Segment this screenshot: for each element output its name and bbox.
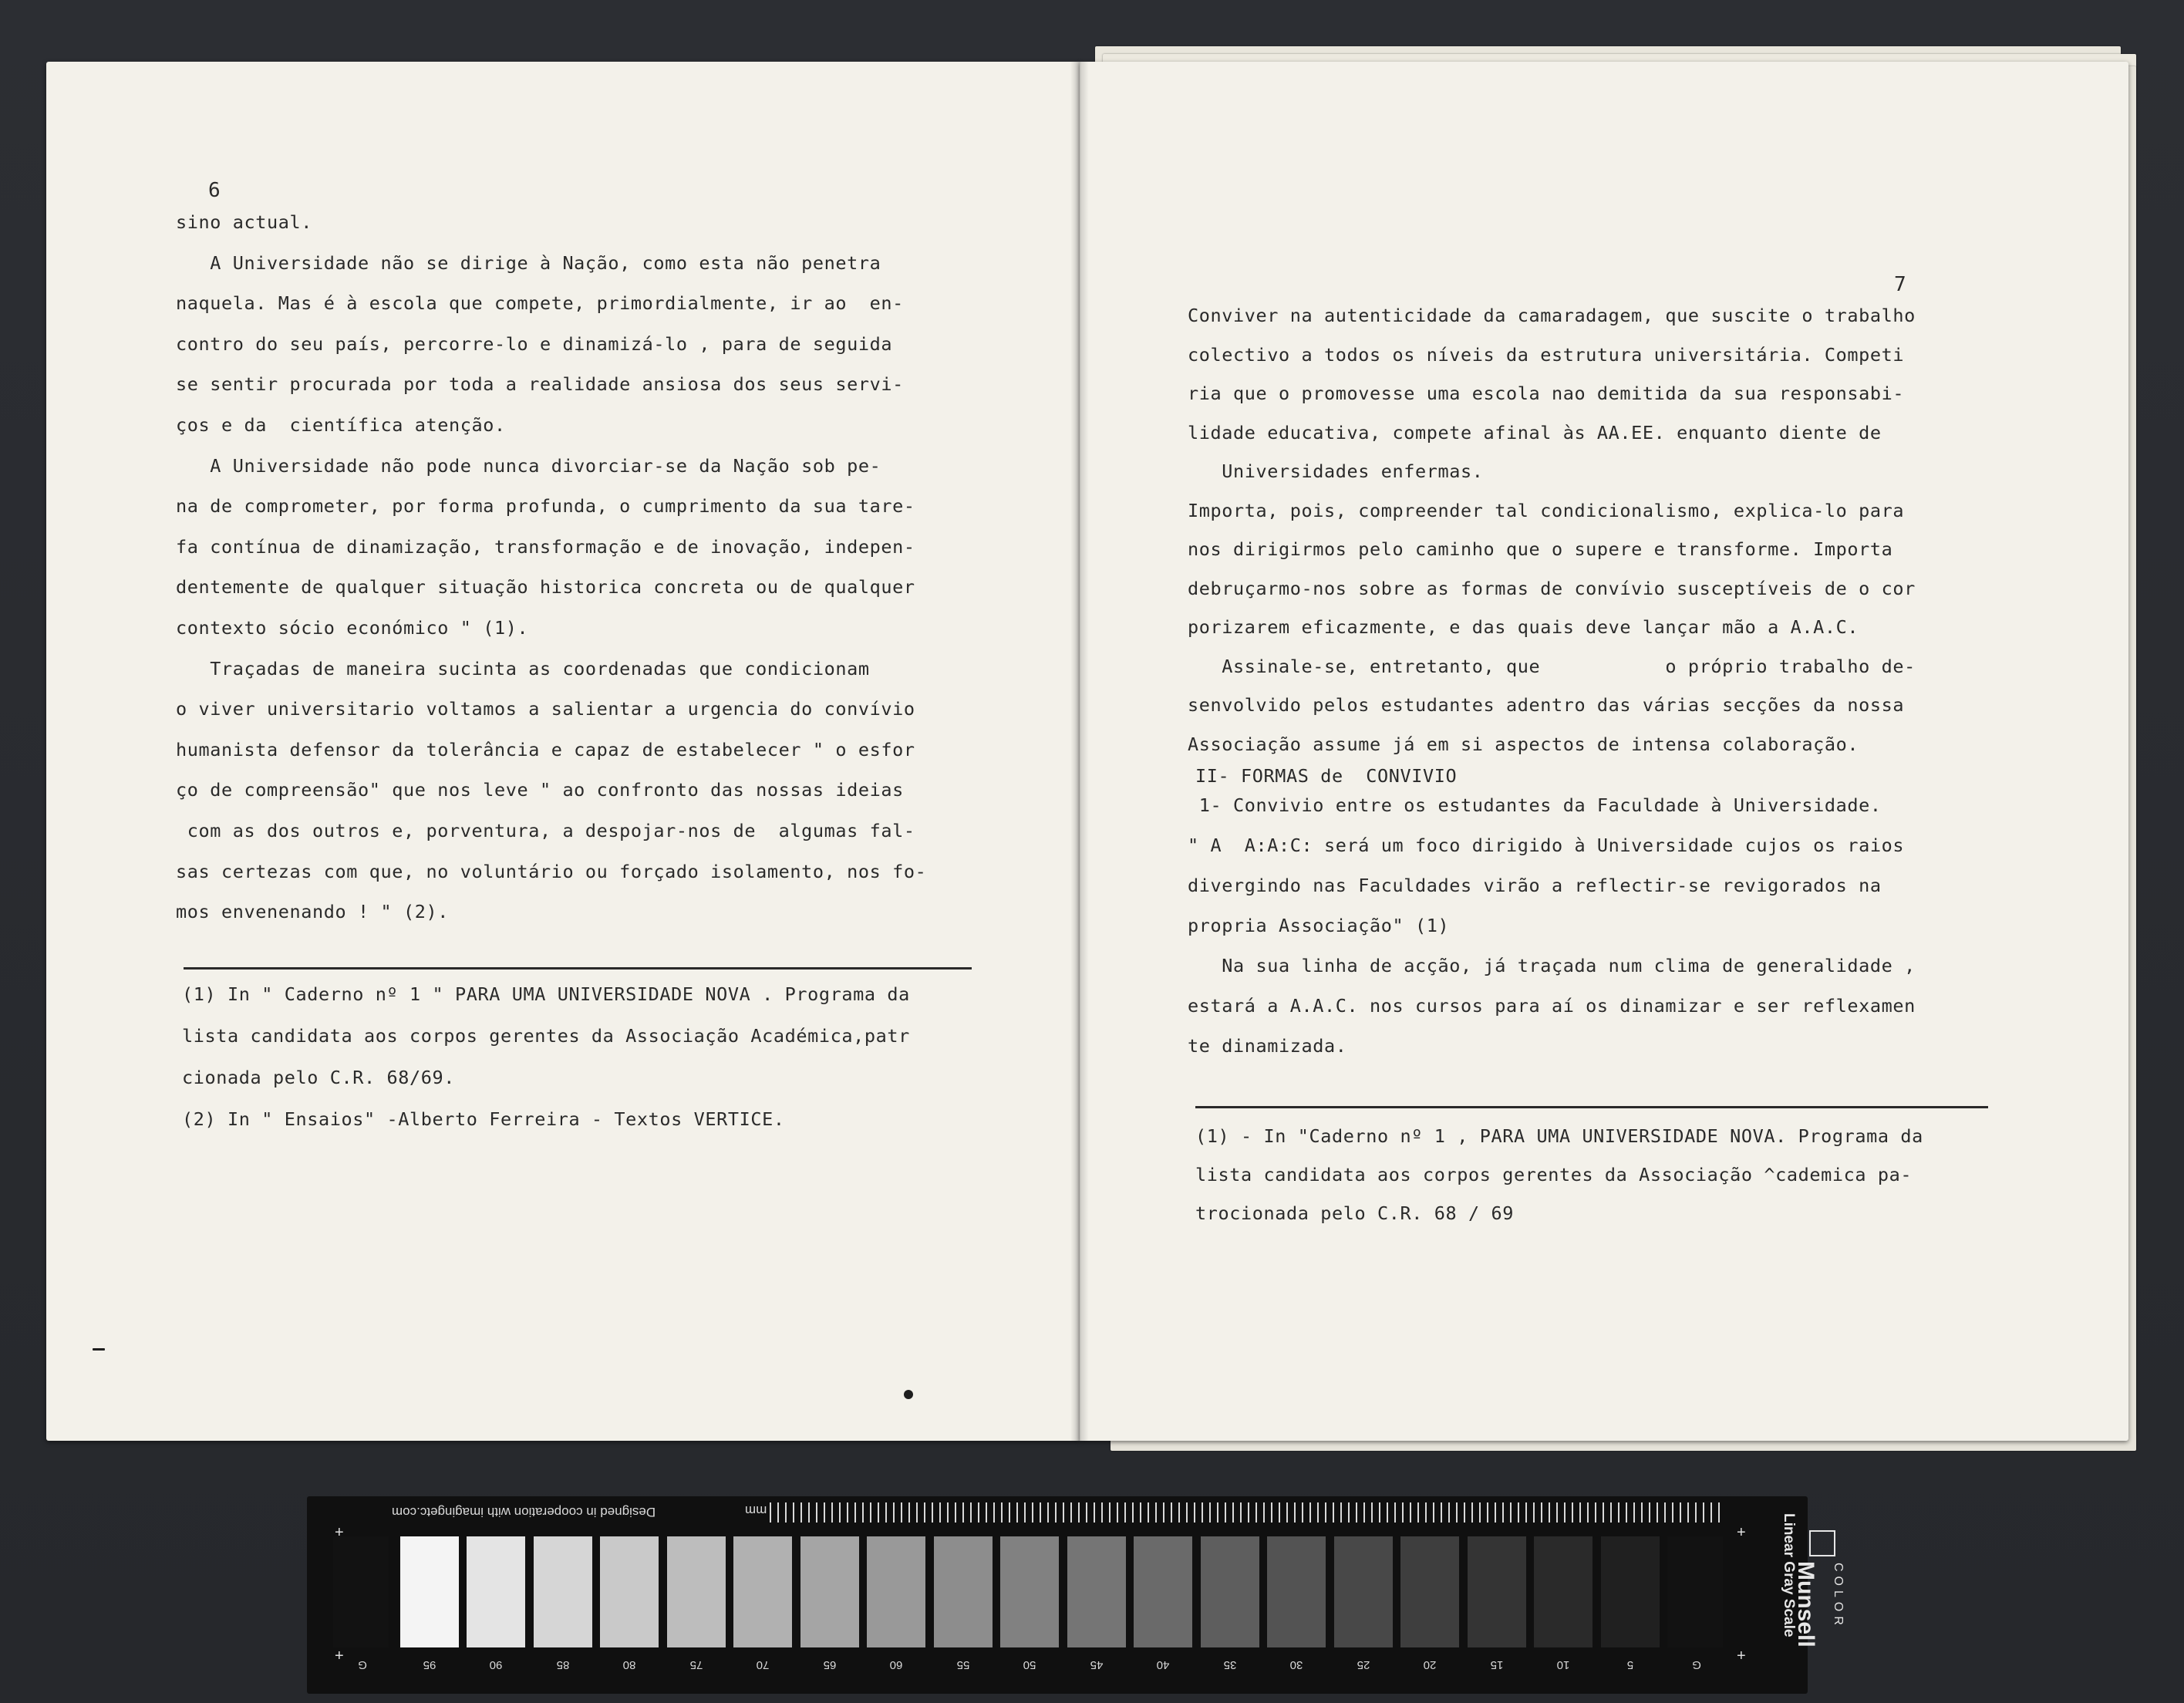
swatch-label: 40 — [1156, 1658, 1170, 1671]
text-line: o viver universitario voltamos a salientar a urgencia do convívio — [176, 698, 915, 720]
swatch-label: 65 — [823, 1658, 836, 1671]
registration-mark: + — [1737, 1524, 1746, 1541]
footnote-line: lista candidata aos corpos gerentes da Associação Académica,patr — [182, 1025, 910, 1047]
text-line: sino actual. — [176, 211, 312, 233]
text-line: Assinale-se, entretanto, que o próprio trabalho de- — [1188, 655, 1916, 677]
gray-swatch — [1067, 1536, 1126, 1647]
text-line: se sentir procurada por toda a realidade ansiosa dos seus servi- — [176, 373, 904, 396]
gray-swatch — [733, 1536, 792, 1647]
left-footnote-rule — [184, 967, 972, 970]
text-line: porizarem eficazmente, e das quais deve lançar mão a A.A.C. — [1188, 616, 1859, 638]
text-line: Traçadas de maneira sucinta as coordenadas que condicionam — [176, 657, 870, 680]
gray-swatch — [1667, 1536, 1723, 1647]
swatch-label: 90 — [489, 1658, 503, 1671]
swatch-label: G — [358, 1658, 367, 1671]
right-page-number: 7 — [1894, 273, 1906, 296]
text-line: mos envenenando ! " (2). — [176, 901, 449, 923]
footnote-line: (1) - In "Caderno nº 1 , PARA UMA UNIVERSIDADE NOVA. Programa da — [1195, 1125, 1923, 1147]
text-line: ços e da científica atenção. — [176, 414, 506, 436]
gray-swatch — [1267, 1536, 1326, 1647]
swatch-label: 20 — [1423, 1658, 1437, 1671]
text-line: contro do seu país, percorre-lo e dinamizá-lo , para de seguida — [176, 332, 893, 355]
section-heading: II- FORMAS de CONVIVIO — [1195, 765, 1458, 787]
gray-swatch — [1334, 1536, 1393, 1647]
swatch-label: 5 — [1626, 1658, 1633, 1671]
swatch-label: 75 — [689, 1658, 703, 1671]
text-line: debruçarmo-nos sobre as formas de convívio susceptíveis de o cor — [1188, 577, 1916, 599]
text-line: A Universidade não pode nunca divorciar-se da Nação sob pe- — [176, 454, 881, 477]
registration-mark: + — [335, 1524, 344, 1541]
text-line: com as dos outros e, porventura, a despojar-nos de algumas fal- — [176, 820, 915, 841]
munsell-gray-scale-card — [307, 1496, 1808, 1694]
ink-speck — [93, 1348, 105, 1351]
swatch-label: 60 — [889, 1658, 903, 1671]
text-line: 1- Convivio entre os estudantes da Faculdade à Universidade. — [1188, 794, 1882, 816]
gray-swatch — [333, 1536, 389, 1647]
footnote-line: (2) In " Ensaios" -Alberto Ferreira - Textos VERTICE. — [182, 1108, 785, 1130]
text-line: sas certezas com que, no voluntário ou forçado isolamento, nos fo- — [176, 860, 927, 882]
swatch-label: 85 — [556, 1658, 569, 1671]
ruler-unit-label: mm — [745, 1503, 767, 1518]
swatch-label: 25 — [1357, 1658, 1370, 1671]
gray-swatch — [1601, 1536, 1660, 1647]
munsell-logo-icon — [1809, 1530, 1835, 1556]
gray-swatch — [800, 1536, 859, 1647]
gray-swatch — [867, 1536, 925, 1647]
footnote-line: trocionada pelo C.R. 68 / 69 — [1195, 1202, 1514, 1224]
gray-swatch — [467, 1536, 525, 1647]
swatch-label: 80 — [622, 1658, 636, 1671]
mm-ruler — [770, 1502, 1726, 1523]
swatch-label: 70 — [756, 1658, 770, 1671]
swatch-label: 45 — [1090, 1658, 1103, 1671]
gray-swatch — [1201, 1536, 1259, 1647]
text-line: Importa, pois, compreender tal condicionalismo, explica-lo para — [1188, 499, 1905, 521]
swatch-label: G — [1692, 1658, 1701, 1671]
gray-swatch — [1134, 1536, 1192, 1647]
text-line: senvolvido pelos estudantes adentro das várias secções da nossa — [1188, 694, 1905, 716]
gray-swatch — [1534, 1536, 1592, 1647]
gray-swatch — [534, 1536, 592, 1647]
gray-swatch — [1468, 1536, 1526, 1647]
swatch-label: 50 — [1023, 1658, 1036, 1671]
swatch-label: 30 — [1289, 1658, 1303, 1671]
text-line: Associação assume já em si aspectos de intensa colaboração. — [1188, 733, 1859, 755]
text-line: humanista defensor da tolerância e capaz de estabelecer " o esfor — [176, 738, 915, 760]
card-descriptor: Linear Gray Scale — [1781, 1513, 1797, 1637]
gray-swatch — [1000, 1536, 1059, 1647]
book-gutter — [1070, 62, 1089, 1441]
text-line: Universidades enfermas. — [1188, 460, 1484, 482]
card-credit: Designed in cooperation with imagingetc.com — [392, 1505, 656, 1519]
swatch-label: 15 — [1490, 1658, 1503, 1671]
text-line: colectivo a todos os níveis da estrutura universitária. Competi — [1188, 343, 1905, 366]
footnote-line: cionada pelo C.R. 68/69. — [182, 1067, 455, 1088]
footnote-line: (1) In " Caderno nº 1 " PARA UMA UNIVERSIDADE NOVA . Programa da — [182, 983, 910, 1005]
swatch-label: 35 — [1223, 1658, 1236, 1671]
footnote-line: lista candidata aos corpos gerentes da Associação ^cademica pa- — [1195, 1164, 1913, 1185]
brand-name: Munsell — [1793, 1561, 1818, 1647]
left-page-number: 6 — [208, 179, 221, 202]
text-line: ço de compreensão" que nos leve " ao confronto das nossas ideias — [176, 779, 904, 801]
right-footnote-rule — [1195, 1106, 1988, 1108]
text-line: na de comprometer, por forma profunda, o cumprimento da sua tare- — [176, 495, 915, 518]
text-line: Na sua linha de acção, já traçada num clima de generalidade , — [1188, 955, 1916, 976]
text-line: A Universidade não se dirige à Nação, como esta não penetra — [176, 251, 881, 274]
registration-mark: + — [335, 1647, 344, 1664]
gray-swatch — [600, 1536, 659, 1647]
gray-swatch — [667, 1536, 726, 1647]
text-line: divergindo nas Faculdades virão a reflectir-se revigorados na — [1188, 875, 1882, 896]
gray-swatch — [400, 1536, 459, 1647]
text-line: Conviver na autenticidade da camaradagem, que suscite o trabalho — [1188, 305, 1916, 326]
text-line: lidade educativa, compete afinal às AA.EE. enquanto diente de — [1188, 421, 1882, 443]
text-line: te dinamizada. — [1188, 1035, 1347, 1057]
text-line: fa contínua de dinamização, transformação e de inovação, indepen- — [176, 535, 915, 558]
text-line: dentemente de qualquer situação historica concreta ou de qualquer — [176, 576, 915, 599]
gray-swatch — [1400, 1536, 1459, 1647]
ink-speck — [904, 1390, 913, 1399]
gray-swatch — [934, 1536, 993, 1647]
swatch-label: 10 — [1556, 1658, 1570, 1671]
text-line: estará a A.A.C. nos cursos para aí os dinamizar e ser reflexamen — [1188, 995, 1916, 1017]
brand-sub: COLOR — [1832, 1563, 1845, 1630]
text-line: propria Associação" (1) — [1188, 915, 1450, 936]
registration-mark: + — [1737, 1647, 1746, 1664]
text-line: contexto sócio económico " (1). — [176, 617, 529, 639]
swatch-label: 95 — [423, 1658, 436, 1671]
text-line: naquela. Mas é à escola que compete, primordialmente, ir ao en- — [176, 292, 904, 315]
text-line: " A A:A:C: será um foco dirigido à Universidade cujos os raios — [1188, 835, 1905, 856]
swatch-label: 55 — [956, 1658, 969, 1671]
text-line: nos dirigirmos pelo caminho que o supere e transforme. Importa — [1188, 538, 1893, 560]
text-line: ria que o promovesse uma escola nao demitida da sua responsabi- — [1188, 383, 1905, 404]
